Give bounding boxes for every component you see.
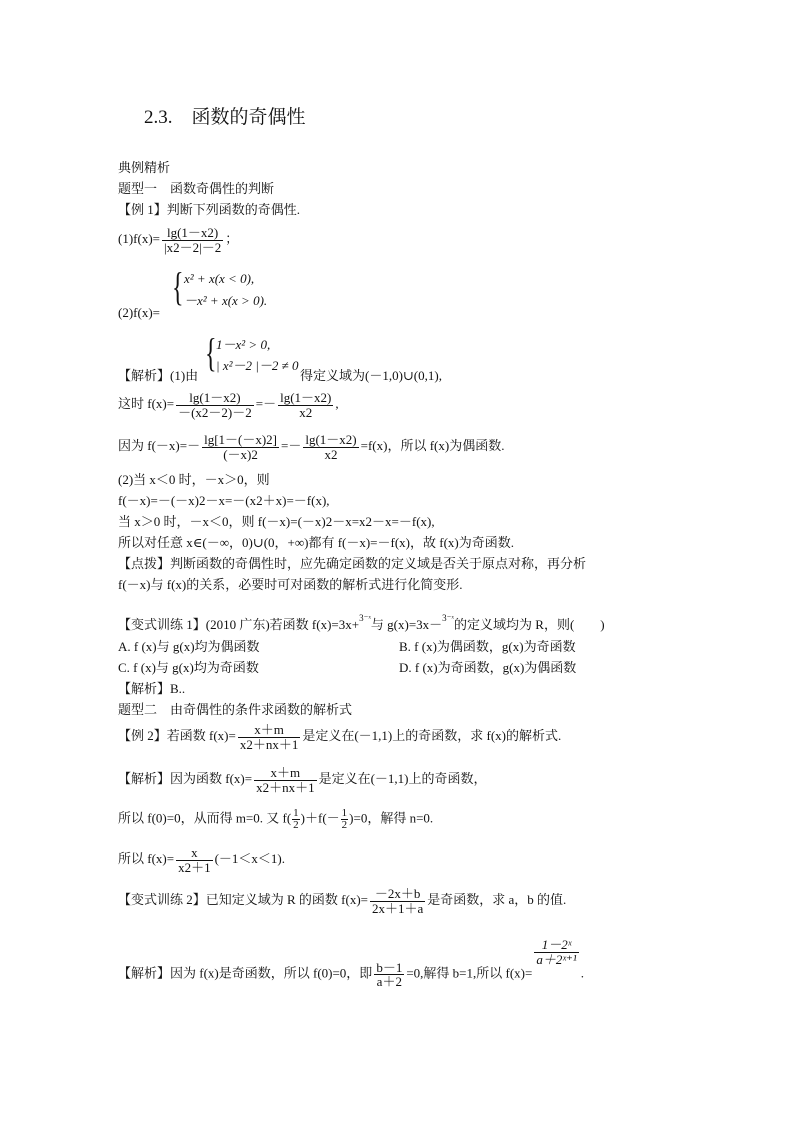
sol1-line1-prefix: 【解析】(1)由 — [118, 368, 199, 383]
fraction: $\frac{b-1}{a+2}$ — [376, 959, 403, 990]
fraction: $\frac{\lg(1-x2)}{x2}$ — [305, 432, 357, 462]
condition-line: | x²－2 |－2 ≠ 0 — [216, 358, 299, 373]
case-line: －x² + x(x > 0). — [184, 293, 268, 308]
sol1-line5: f(－x)=－(－x)2－x=－(x2＋x)=－f(x), — [118, 493, 330, 508]
sol1-line2: 这时 f(x)= $\frac{\lg(1-x2)}{-(x2-2)-2}$ =－ $\frac{\lg(1-x2)}{x2}$ , — [118, 390, 339, 420]
variant2-question: 【变式训练 2】已知定义域为 R 的函数 f(x)= $\frac{-2x+b}{2x+1+a}$ 是奇函数，求 a，b 的值. — [118, 886, 567, 916]
left-brace: { — [205, 330, 217, 375]
fraction: $\frac{\lg[1-(-x)2]}{(-x)2}$ — [204, 432, 278, 462]
page-title: 2.3. 函数的奇偶性 — [144, 107, 306, 128]
variant1-answer: 【解析】B.. — [118, 681, 186, 696]
fraction: $\frac{\text{1－2ˣ}}{\text{a＋2ˣ⁺¹}}$ — [536, 937, 577, 967]
tip-line2: f(－x)与 f(x)的关系，必要时可对函数的解析式进行化简变形. — [118, 577, 463, 592]
ex1-part2-label: (2)f(x)= — [118, 305, 160, 320]
ex1-part1: (1)f(x)= $\frac{\lg(1-x2)}{|x2-2|-2}$ ； — [118, 225, 239, 255]
tip-line1: 【点拨】判断函数的奇偶性时，应先确定函数的定义域是否关于原点对称，再分析 — [118, 556, 587, 571]
example2-solution-line1: 【解析】因为函数 f(x)= $\frac{x+m}{x2+nx+1}$ 是定义在(－1,1)上的奇函数， — [118, 765, 487, 795]
fraction: $\frac{\lg(1-x2)}{|x2-2|-2}$ — [163, 225, 222, 255]
fraction: $\frac{x+m}{x2+nx+1}$ — [256, 765, 315, 795]
option-a: A. f (x)与 g(x)均为偶函数 — [118, 639, 260, 654]
option-d: D. f (x)为奇函数，g(x)为偶函数 — [399, 660, 577, 675]
example2-solution-line3: 所以 f(x)= $\frac{x}{x2+1}$ (－1＜x＜1). — [118, 845, 286, 875]
fraction: $\frac{\lg(1-x2)}{x2}$ — [280, 390, 332, 420]
fraction: $\frac{\lg(1-x2)}{-(x2-2)-2}$ — [178, 390, 252, 420]
sol1-line3: 因为 f(－x)=－ $\frac{\lg[1-(-x)2]}{(-x)2}$ =－ $\frac{\lg(1-x2)}{x2}$ =f(x)，所以 f(x)为偶函数. — [118, 432, 505, 462]
type1-heading: 题型一 函数奇偶性的判断 — [118, 181, 275, 196]
section-label: 典例精析 — [118, 160, 171, 175]
type2-heading: 题型二 由奇偶性的条件求函数的解析式 — [118, 702, 353, 717]
sol1-line4: (2)当 x＜0 时，－x＞0，则 — [118, 472, 270, 487]
fraction: $\frac{1}{2}$ — [341, 807, 348, 831]
sol1-line1-suffix: 得定义域为(－1,0)∪(0,1), — [300, 368, 442, 383]
example2-solution-line2: 所以 f(0)=0，从而得 m=0. 又 f( $\frac{1}{2}$ )＋f(－ $\frac{1}{2}$ )=0，解得 n=0. — [118, 807, 434, 831]
case-line: x² + x(x < 0), — [184, 271, 255, 286]
fraction: $\frac{1}{2}$ — [293, 807, 299, 831]
option-c: C. f (x)与 g(x)均为奇函数 — [118, 660, 259, 675]
sol1-line6: 当 x＞0 时，－x＜0，则 f(－x)=(－x)2－x=x2－x=－f(x), — [118, 514, 435, 529]
fraction: $\frac{x+m}{x2+nx+1}$ — [239, 722, 299, 752]
sol1-line7: 所以对任意 x∈(－∞，0)∪(0，+∞)都有 f(－x)=－f(x)，故 f(x)为奇函数. — [118, 535, 514, 550]
example2-question: 【例 2】若函数 f(x)= $\frac{x+m}{x2+nx+1}$ 是定义在(－1,1)上的奇函数，求 f(x)的解析式. — [118, 722, 562, 752]
variant2-solution: 【解析】因为 f(x)是奇函数，所以 f(0)=0，即 $\frac{b-1}{a+2}$ =0,解得 b=1,所以 f(x)= $\frac{\text{1－2ˣ}}{\text{a＋2ˣ⁺¹}}$ . — [118, 937, 584, 990]
example1-heading: 【例 1】判断下列函数的奇偶性. — [118, 202, 301, 217]
fraction: $\frac{-2x+b}{2x+1+a}$ — [372, 886, 424, 916]
condition-line: 1－x² > 0, — [216, 337, 271, 352]
variant1-question: 【变式训练 1】(2010 广东)若函数 f(x)=3x+$^{3^-ˣ}$与 g(x)=3x－$^{3^-ˣ}$的定义域均为 R，则( ) — [118, 613, 605, 632]
option-b: B. f (x)为偶函数，g(x)为奇函数 — [399, 639, 576, 654]
left-brace: { — [172, 264, 184, 309]
fraction: $\frac{x}{x2+1}$ — [178, 845, 211, 875]
